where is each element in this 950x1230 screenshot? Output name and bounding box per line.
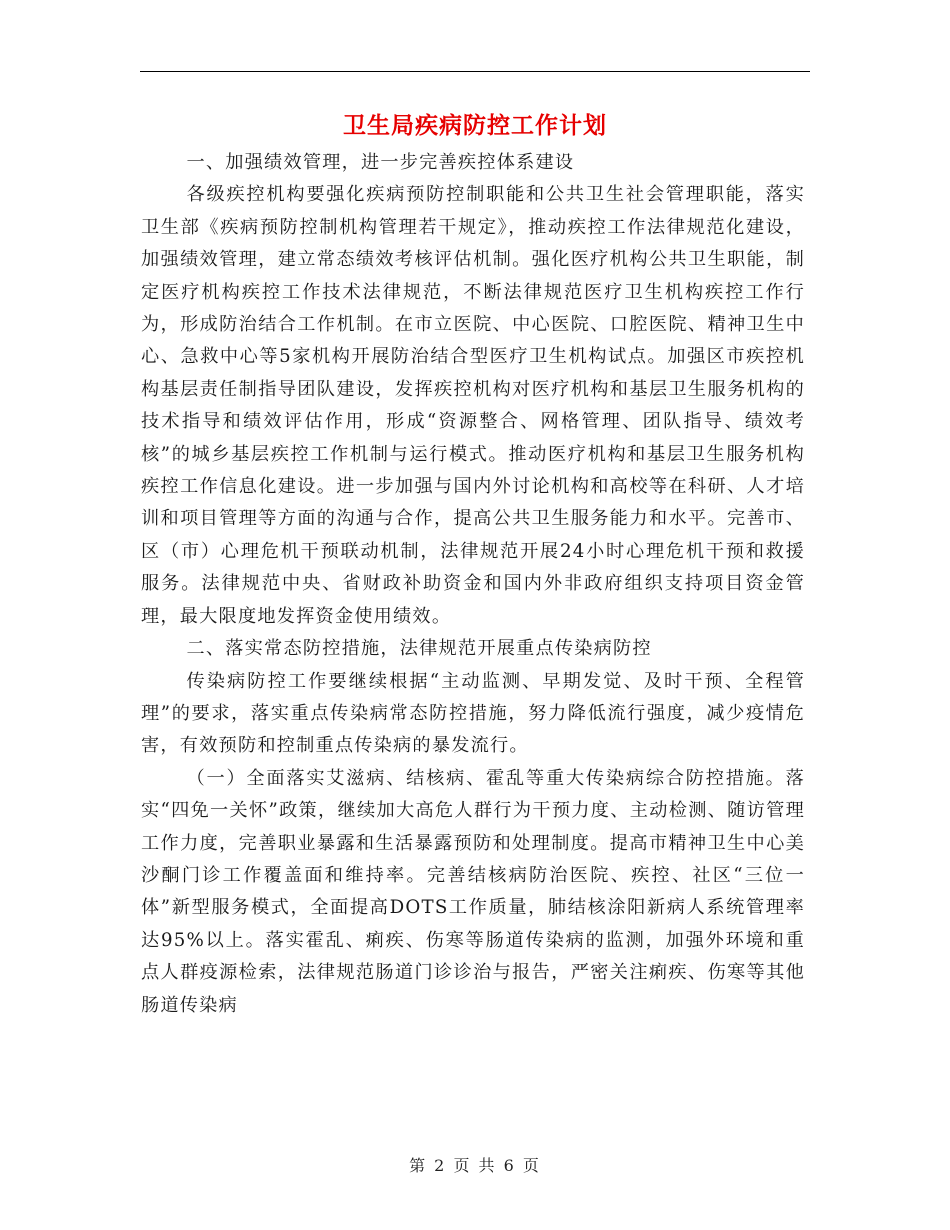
header-rule bbox=[140, 71, 810, 72]
body-paragraph-3: （一）全面落实艾滋病、结核病、霍乱等重大传染病综合防控措施。落实“四免一关怀”政策，继续加大高危人群行为干预力度、主动检测、随访管理工作力度，完善职业暴露和生活暴露预防和处理制度。提高市精神卫生中心美沙酮门诊工作覆盖面和维持率。完善结核病防治医院、疾控、社区“三位一体”新型服务模式，全面提高DOTS工作质量，肺结核涂阳新病人系统管理率达95%以上。落实霍乱、痢疾、伤寒等肠道传染病的监测，加强外环境和重点人群疫源检索，法律规范肠道门诊诊治与报告，严密关注痢疾、伤寒等其他肠道传染病 bbox=[141, 767, 805, 1016]
document-title: 卫生局疾病防控工作计划 bbox=[343, 113, 607, 139]
body-paragraph-2: 传染病防控工作要继续根据“主动监测、早期发觉、及时干预、全程管理”的要求，落实重点传染病常态防控措施，努力降低流行强度，减少疫情危害，有效预防和控制重点传染病的暴发流行。 bbox=[141, 670, 805, 757]
document-body bbox=[141, 147, 805, 1022]
section-heading-1: 一、加强绩效管理，进一步完善疾控体系建设 bbox=[186, 152, 575, 173]
section-heading-2: 二、落实常态防控措施，法律规范开展重点传染病防控 bbox=[186, 638, 652, 660]
page-number-footer: 第 2 页 共 6 页 bbox=[409, 1156, 541, 1175]
body-paragraph-1: 各级疾控机构要强化疾病预防控制职能和公共卫生社会管理职能，落实卫生部《疾病预防控制机构管理若干规定》，推动疾控工作法律规范化建设，加强绩效管理，建立常态绩效考核评估机制。强化医疗机构公共卫生职能，制定医疗机构疾控工作技术法律规范，不断法律规范医疗卫生机构疾控工作行为，形成防治结合工作机制。在市立医院、中心医院、口腔医院、精神卫生中心、急救中心等5家机构开展防治结合型医疗卫生机构试点。加强区市疾控机构基层责任制指导团队建设，发挥疾控机构对医疗机构和基层卫生服务机构的技术指导和绩效评估作用，形成“资源整合、网格管理、团队指导、绩效考核”的城乡基层疾控工作机制与运行模式。推动医疗机构和基层卫生服务机构疾控工作信息化建设。进一步加强与国内外讨论机构和高校等在科研、人才培训和项目管理等方面的沟通与合作，提高公共卫生服务能力和水平。完善市、区（市）心理危机干预联动机制，法律规范开展24小时心理危机干预和救援服务。法律规范中央、省财政补助资金和国内外非政府组织支持项目资金管理，最大限度地发挥资金使用绩效。 bbox=[141, 184, 805, 627]
